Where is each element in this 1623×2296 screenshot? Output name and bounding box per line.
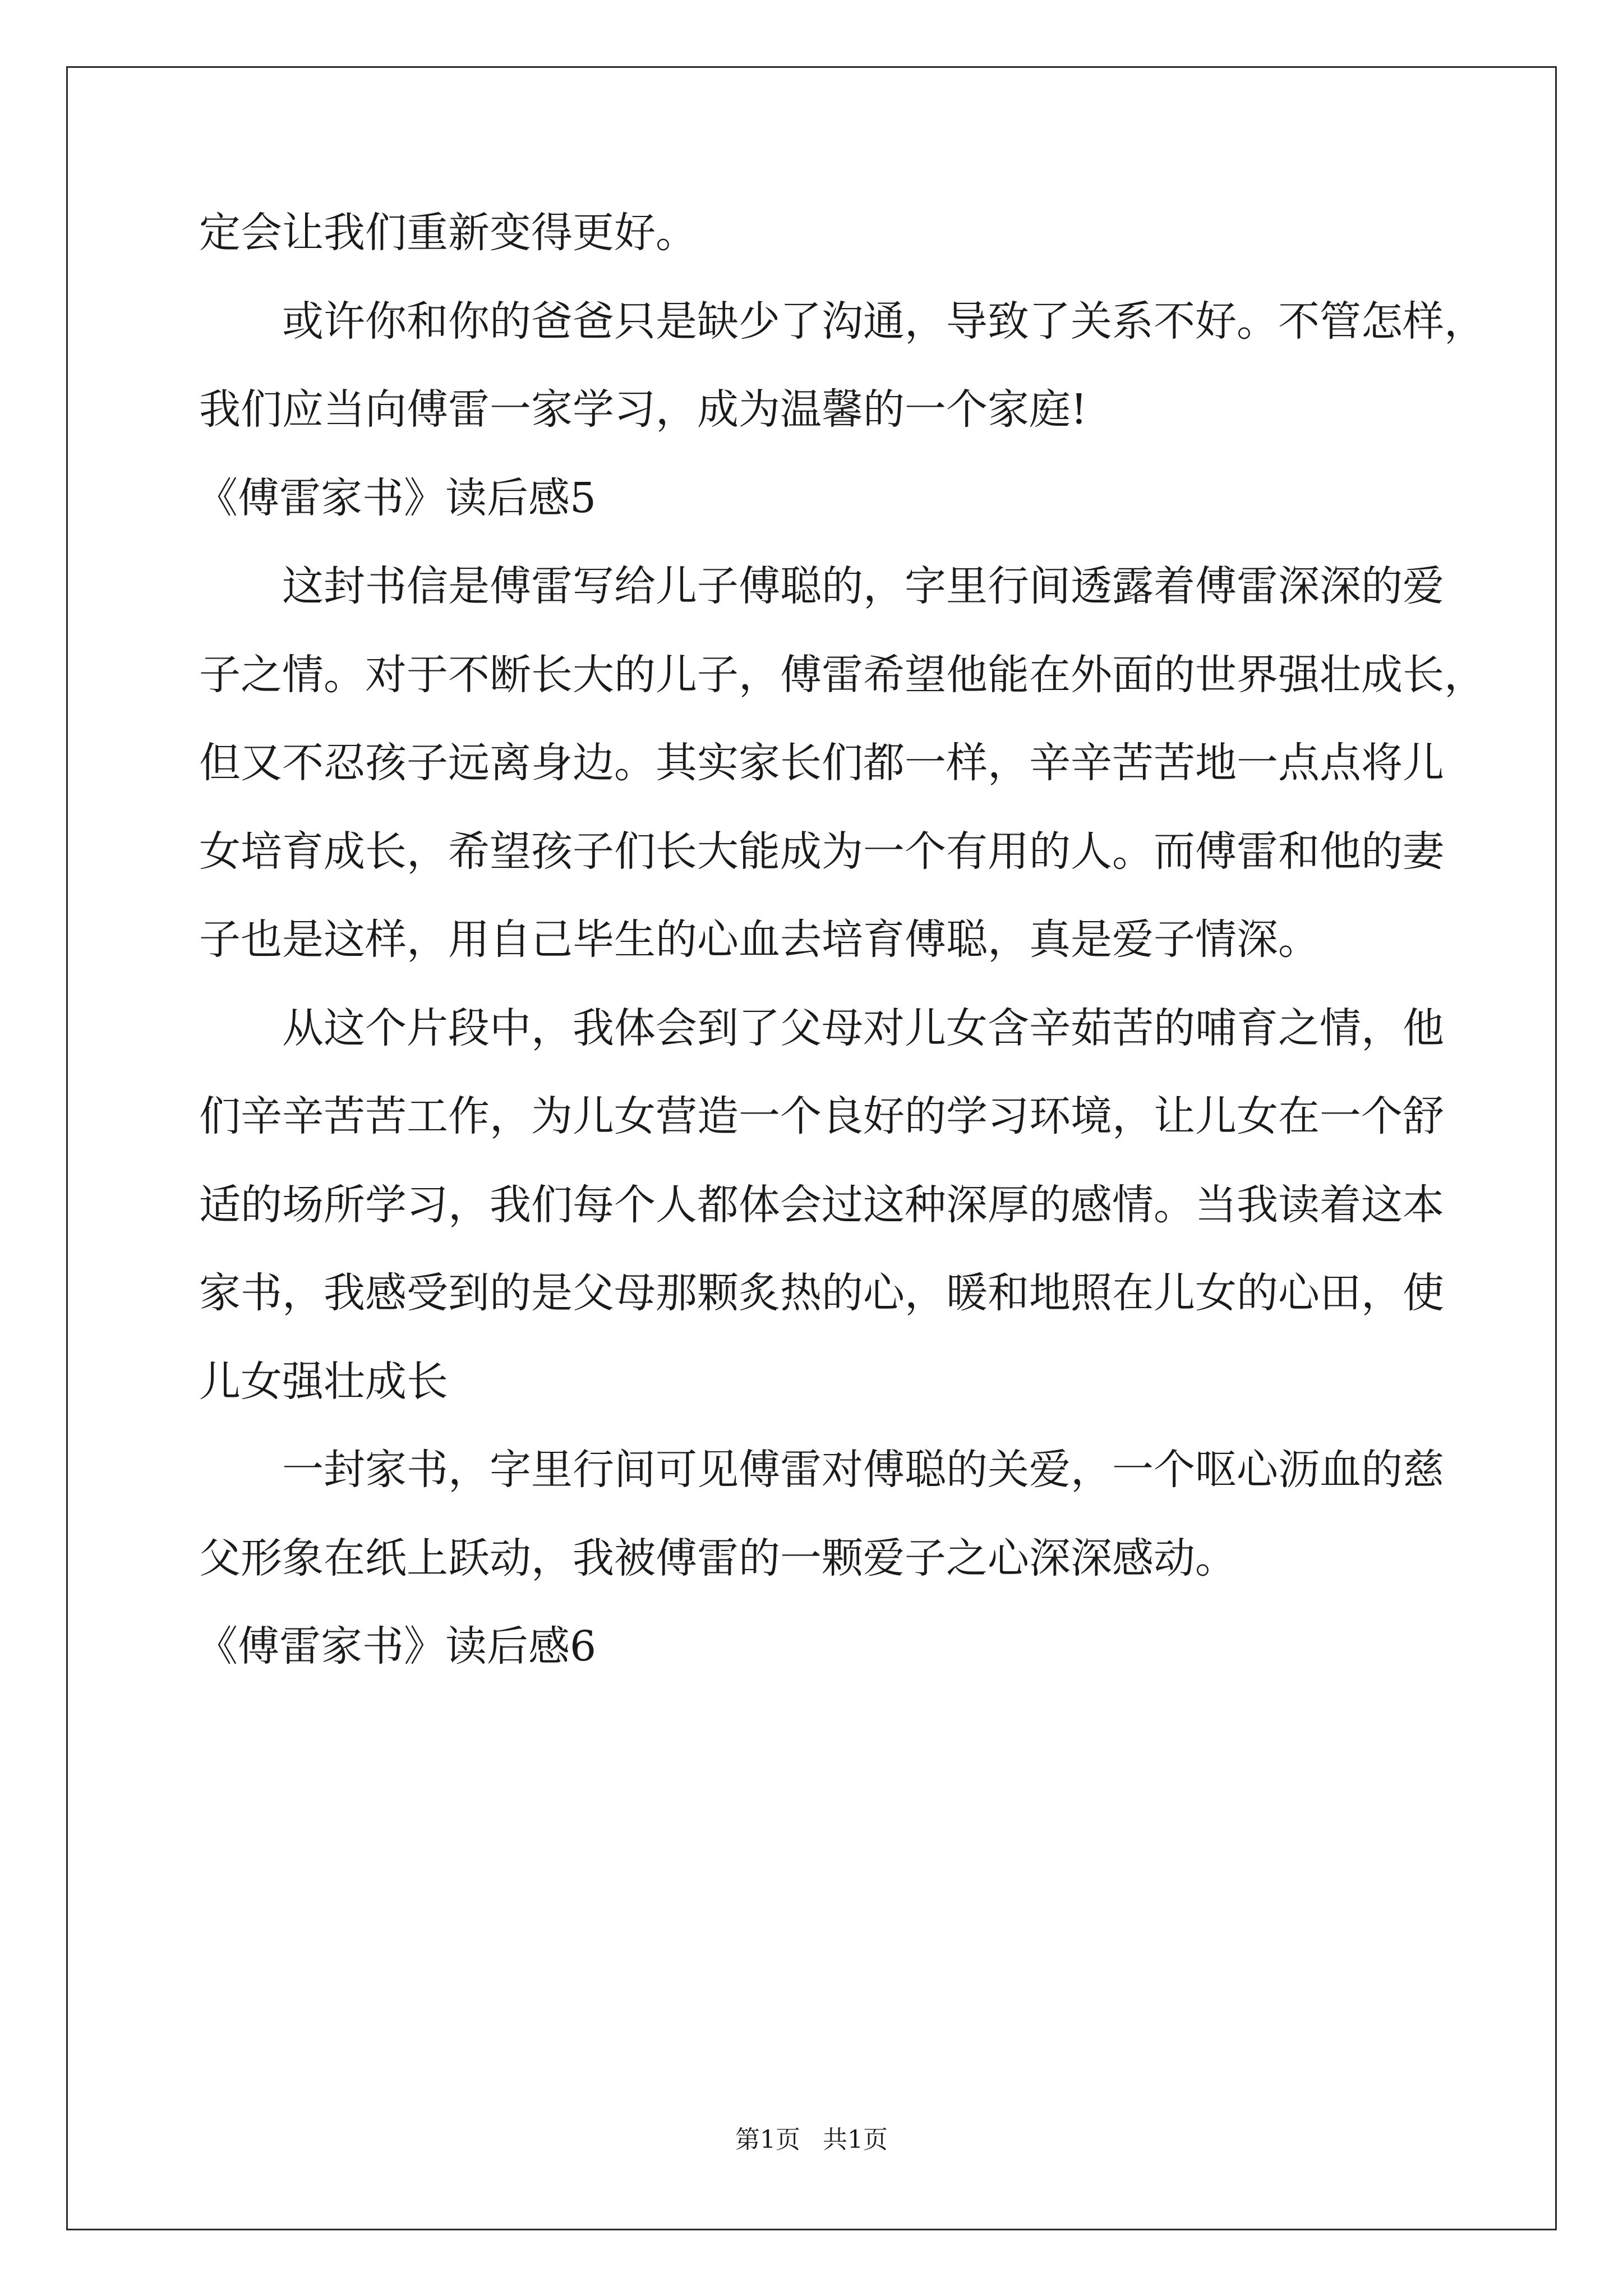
paragraph-line: 定会让我们重新变得更好。: [199, 209, 697, 257]
paragraph-line: 子也是这样，用自己毕生的心血去培育傅聪，真是爱子情深。: [199, 915, 1320, 964]
paragraph-line: 但又不忍孩子远离身边。其实家长们都一样，辛辛苦苦地一点点将儿: [199, 739, 1444, 787]
paragraph-line: 儿女强壮成长: [199, 1358, 448, 1406]
paragraph-line: 从这个片段中，我体会到了父母对儿女含辛茹苦的哺育之情，他: [282, 1004, 1444, 1052]
page-footer: [0, 2125, 1623, 2154]
paragraph-line: 一封家书，字里行间可见傅雷对傅聪的关爱，一个呕心沥血的慈: [282, 1446, 1444, 1494]
page-number: 第1页: [735, 2125, 800, 2154]
paragraph-line: 们辛辛苦苦工作，为儿女营造一个良好的学习环境，让儿女在一个舒: [199, 1092, 1444, 1140]
paragraph-line: 适的场所学习，我们每个人都体会过这种深厚的感情。当我读着这本: [199, 1181, 1444, 1229]
page-total: 共1页: [823, 2125, 888, 2154]
paragraph-line: 女培育成长，希望孩子们长大能成为一个有用的人。而傅雷和他的妻: [199, 827, 1444, 876]
paragraph-line: 我们应当向傅雷一家学习，成为温馨的一个家庭!: [199, 385, 1087, 434]
paragraph-line: 这封书信是傅雷写给儿子傅聪的，字里行间透露着傅雷深深的爱: [282, 562, 1444, 610]
paragraph-line: 或许你和你的爸爸只是缺少了沟通，导致了关系不好。不管怎样，: [282, 297, 1486, 346]
section-heading: 《傅雷家书》读后感6: [196, 1622, 597, 1671]
paragraph-line: 子之情。对于不断长大的儿子，傅雷希望他能在外面的世界强壮成长，: [199, 651, 1486, 699]
section-heading: 《傅雷家书》读后感5: [196, 474, 597, 522]
paragraph-line: 家书，我感受到的是父母那颗炙热的心，暖和地照在儿女的心田，使: [199, 1269, 1444, 1317]
paragraph-line: 父形象在纸上跃动，我被傅雷的一颗爱子之心深深感动。: [199, 1534, 1237, 1582]
